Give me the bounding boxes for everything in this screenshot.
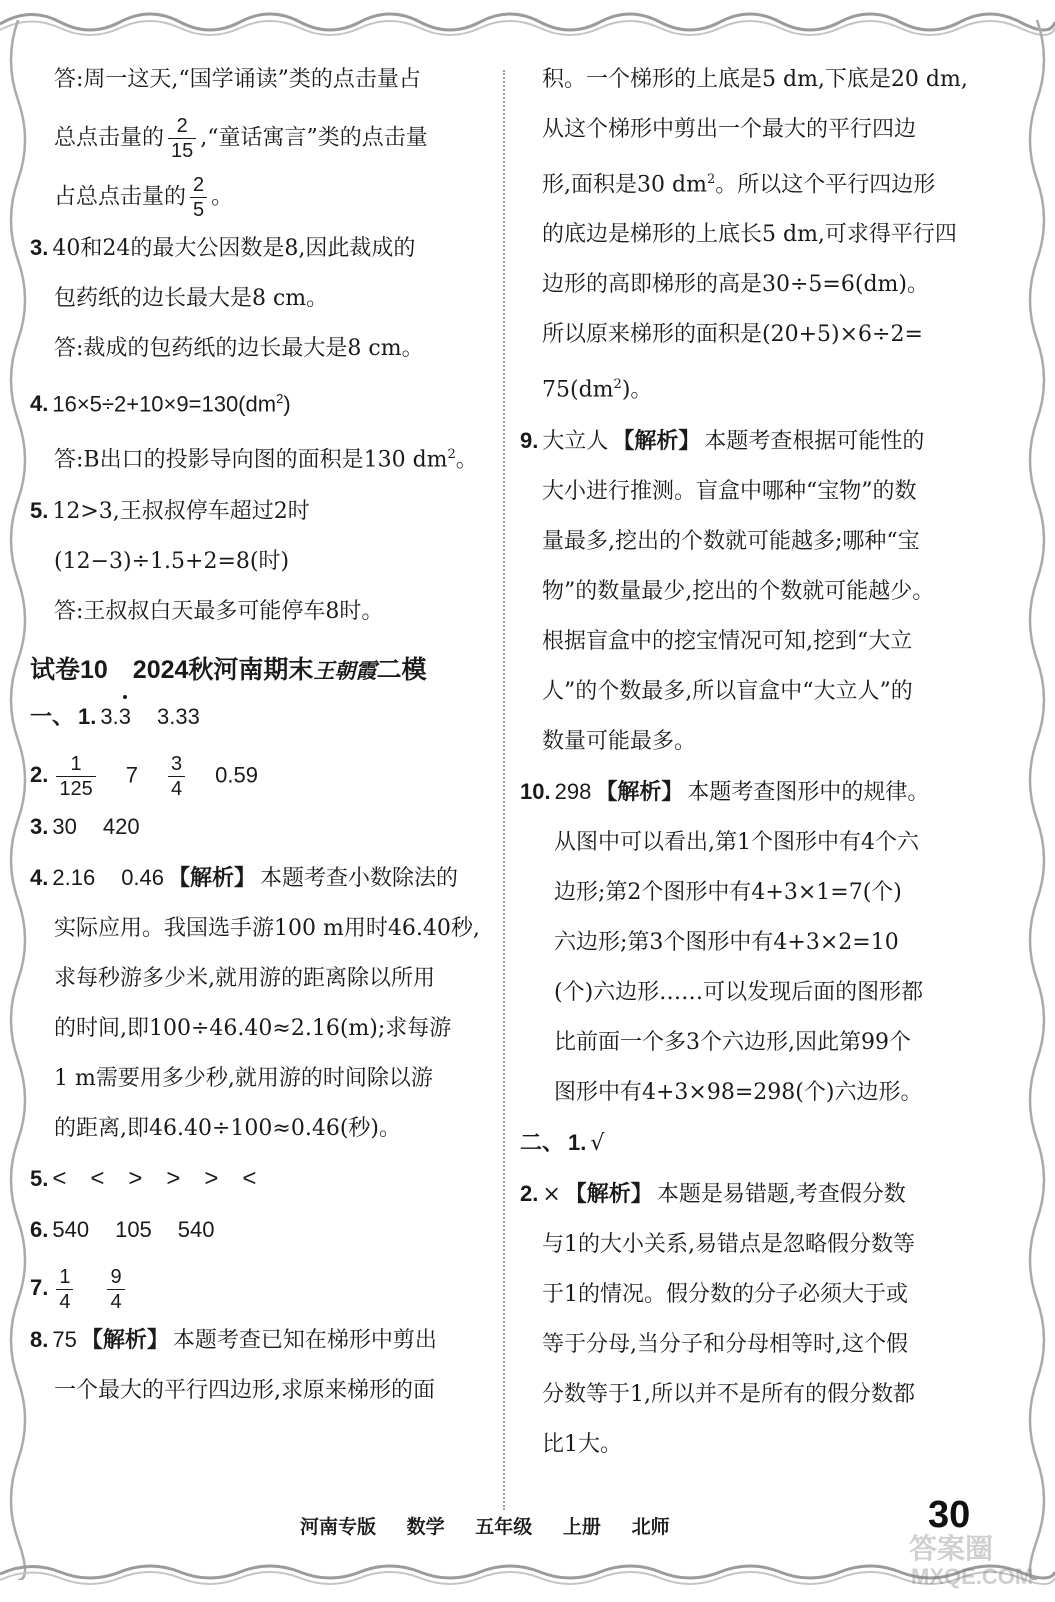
q3-text1: 40和24的最大公因数是8,因此裁成的	[52, 236, 416, 261]
part2-label: 二、	[520, 1129, 565, 1155]
p2-line3-pre: 占总点击量的	[54, 184, 187, 210]
q3-line2: 包药纸的边长最大是8 cm。	[54, 286, 329, 311]
item6-answer1: 540	[52, 1216, 90, 1242]
top-wavy-border	[0, 0, 1055, 46]
item8-cont-line3-text: 形,面积是30 dm	[542, 172, 707, 198]
part1-item5	[30, 1163, 485, 1196]
section-title-main: 试卷10 2024秋河南期末	[30, 655, 314, 684]
cross-mark: ×	[542, 1181, 561, 1207]
item10-line3: 边形;第2个图形中有4+3×1=7(个)	[554, 879, 902, 905]
item2-number: 2.	[30, 762, 49, 788]
part2-item2	[520, 1178, 990, 1211]
footer-edition: 河南专版	[300, 1516, 377, 1538]
item8-cont-line3-post: 。所以这个平行四边形	[715, 172, 936, 198]
q4-answer-text: 答:B出口的投影导向图的面积是130 dm	[54, 447, 448, 473]
repeating-decimal-digit: 3	[119, 701, 131, 733]
item9-line7: 数量可能最多。	[542, 728, 697, 754]
item10-line7: 图形中有4+3×98=298(个)六边形。	[554, 1079, 923, 1105]
item8-cont-line5: 边形的高即梯形的高是30÷5=6(dm)。	[542, 272, 929, 298]
part2-item2-line2: 与1的大小关系,易错点是忽略假分数等	[542, 1231, 915, 1257]
part1-item8	[30, 1324, 485, 1357]
item1-number: 1.	[78, 703, 97, 729]
item4-analysis-line3: 求每秒游多少米,就用游的距离除以所用	[54, 965, 435, 991]
item4-analysis-start: 本题考查小数除法的	[260, 865, 459, 891]
item4-analysis-line5: 1 m需要用多少秒,就用游的时间除以游	[54, 1065, 433, 1091]
q4-formula: 16×5÷2+10×9=130(dm	[52, 391, 277, 417]
q4-line1	[30, 383, 485, 421]
q4-formula-sup: 2	[276, 391, 284, 406]
q5-text1: 12>3,王叔叔停车超过2时	[52, 498, 310, 524]
frac-numerator: 3	[168, 752, 185, 777]
item2-answer4: 0.59	[215, 762, 258, 788]
item9-answer: 大立人	[542, 428, 609, 454]
bottom-wavy-border	[0, 1556, 1055, 1602]
item8-cont-line3-sup: 2	[706, 172, 716, 187]
item9-line2: 大小进行推测。盲盒中哪种“宝物”的数	[542, 478, 917, 504]
watermark-line1: 答案圈	[909, 1532, 994, 1565]
item8-cont-line4: 的底边是梯形的上底长5 dm,可求得平行四	[542, 222, 957, 248]
item5-answers: < < > > > <	[52, 1164, 257, 1192]
frac-numerator: 1	[56, 1265, 73, 1290]
fraction-9-4	[107, 1265, 124, 1314]
item3-number: 3.	[30, 813, 49, 839]
item10-line1	[520, 776, 990, 809]
item8-number: 8.	[30, 1326, 49, 1352]
q4-formula-post: )	[283, 391, 291, 417]
item4-analysis-line6: 的距离,即46.40÷100≈0.46(秒)。	[54, 1115, 401, 1141]
item10-line5: (个)六边形……可以发现后面的图形都	[554, 979, 924, 1005]
item9-line3: 量最多,挖出的个数就可能越多;哪种“宝	[542, 528, 920, 554]
p2-line2-post: ,“童话寓言”类的点击量	[200, 125, 428, 151]
q5-line2: (12−3)÷1.5+2=8(时)	[54, 548, 290, 574]
item8-analysis-start: 本题考查已知在梯形中剪出	[172, 1327, 437, 1353]
right-wavy-border	[1021, 20, 1055, 1580]
item8-analysis-line2: 一个最大的平行四边形,求原来梯形的面	[54, 1377, 435, 1403]
signature-wangzhaoxia: 王朝霞	[313, 657, 377, 683]
part2-item1	[520, 1127, 990, 1160]
fraction-1-125	[56, 752, 95, 801]
item4-analysis-line2: 实际应用。我国选手游100 m用时46.40秒,	[54, 915, 480, 941]
item8-answer: 75	[52, 1326, 77, 1352]
part2-item2-line3: 于1的情况。假分数的分子必须大于或	[542, 1281, 908, 1307]
part1-item2	[30, 752, 485, 801]
q4-answer	[30, 439, 485, 476]
q3-number: 3.	[30, 235, 49, 260]
frac-denominator: 125	[59, 777, 93, 800]
q5-line1	[30, 495, 485, 528]
part1-item3	[30, 811, 485, 844]
item9-line4: 物”的数量最少,挖出的个数就可能越少。	[542, 578, 935, 604]
item9-analysis-start: 本题考查根据可能性的	[704, 428, 925, 454]
item9-number: 9.	[520, 427, 539, 453]
q4-answer-sup: 2	[447, 447, 456, 463]
q5-number: 5.	[30, 497, 49, 523]
frac-denominator: 15	[171, 140, 194, 162]
item8-cont-line7-post: )。	[621, 377, 653, 403]
item10-line4: 六边形;第3个图形中有4+3×2=10	[554, 929, 899, 955]
left-wavy-border	[0, 20, 34, 1580]
part2-item1-number: 1.	[568, 1129, 587, 1155]
item6-answer3: 540	[177, 1216, 215, 1242]
fraction-2-5	[190, 173, 207, 222]
item2-answer2: 7	[125, 762, 138, 788]
footer-term: 上册	[562, 1516, 601, 1538]
item8-cont-line2: 从这个梯形中剪出一个最大的平行四边	[542, 117, 917, 142]
item8-cont-line7-sup: 2	[613, 377, 622, 393]
left-column	[30, 64, 485, 1425]
item4-answer1: 2.16	[52, 864, 96, 890]
p2-answer-line3	[30, 173, 485, 222]
item3-answer2: 420	[102, 813, 140, 839]
part2-item2-line5: 分数等于1,所以并不是所有的假分数都	[542, 1381, 915, 1407]
frac-numerator: 9	[107, 1265, 124, 1290]
analysis-tag: 【解析】	[612, 427, 701, 453]
item8-cont-line7-text: 75(dm	[542, 377, 614, 403]
fraction-2-15	[168, 114, 196, 163]
item8-cont-line7	[520, 369, 990, 406]
item8-cont-line6: 所以原来梯形的面积是(20+5)×6÷2=	[542, 322, 923, 348]
item7-number: 7.	[30, 1275, 49, 1301]
part1-item6	[30, 1214, 485, 1247]
page-footer	[300, 1512, 780, 1539]
item8-cont-line1: 积。一个梯形的上底是5 dm,下底是20 dm,	[542, 67, 968, 92]
item4-number: 4.	[30, 864, 49, 890]
frac-numerator: 1	[56, 752, 95, 777]
p2-answer-line1: 答:周一这天,“国学诵读”类的点击量占	[54, 67, 421, 92]
q3-answer: 答:裁成的包药纸的边长最大是8 cm。	[54, 336, 424, 361]
frac-denominator: 5	[193, 199, 205, 221]
item5-number: 5.	[30, 1165, 49, 1191]
item10-analysis-start: 本题考查图形中的规律。	[687, 779, 930, 805]
footer-publisher: 北师	[631, 1516, 670, 1538]
q4-number: 4.	[30, 391, 49, 417]
watermark-line2: MXQE.COM	[911, 1564, 1034, 1589]
section-title-suffix: 二模	[376, 655, 427, 684]
section-title	[30, 650, 485, 691]
right-column	[520, 64, 990, 1479]
item6-answer2: 105	[115, 1216, 152, 1242]
item4-answer2: 0.46	[121, 864, 165, 890]
part1-item4	[30, 862, 485, 895]
part1-label: 一、	[30, 703, 75, 729]
page-number: 30	[928, 1494, 971, 1536]
p2-line2-pre: 总点击量的	[54, 125, 165, 151]
q5-answer: 答:王叔叔白天最多可能停车8时。	[54, 598, 384, 624]
column-divider	[503, 70, 505, 1510]
item10-answer: 298	[554, 778, 592, 804]
item10-number: 10.	[520, 778, 551, 804]
item3-answer1: 30	[52, 813, 77, 839]
item6-number: 6.	[30, 1216, 49, 1242]
footer-grade: 五年级	[475, 1516, 533, 1538]
frac-denominator: 4	[59, 1290, 71, 1313]
frac-numerator: 2	[168, 114, 196, 139]
item9-line5: 根据盲盒中的挖宝情况可知,挖到“大立	[542, 628, 913, 654]
item1-answer1-pre: 3.	[100, 703, 119, 729]
fraction-3-4	[168, 752, 185, 801]
analysis-tag: 【解析】	[80, 1326, 169, 1352]
checkmark: √	[590, 1130, 605, 1156]
frac-denominator: 4	[110, 1290, 122, 1313]
analysis-tag: 【解析】	[564, 1180, 653, 1206]
item9-line6: 人”的个数最多,所以盲盒中“大立人”的	[542, 678, 913, 704]
item8-cont-line3	[520, 164, 990, 201]
item1-answer2: 3.33	[156, 703, 200, 729]
p2-line3-post: 。	[211, 184, 234, 210]
part2-item2-line6: 比1大。	[542, 1431, 622, 1457]
part2-item2-line4: 等于分母,当分子和分母相等时,这个假	[542, 1331, 908, 1357]
frac-denominator: 4	[170, 777, 183, 800]
watermark-logo	[905, 1528, 1045, 1594]
part1-item7	[30, 1265, 485, 1314]
item10-line2: 从图中可以看出,第1个图形中有4个六	[554, 829, 919, 855]
analysis-tag: 【解析】	[595, 778, 684, 804]
footer-subject: 数学	[406, 1516, 445, 1538]
part1-item1	[30, 701, 485, 734]
part2-item2-analysis-start: 本题是易错题,考查假分数	[656, 1181, 906, 1207]
part2-item2-number: 2.	[520, 1180, 539, 1206]
q3-line1	[30, 232, 485, 265]
item10-line6: 比前面一个多3个六边形,因此第99个	[554, 1029, 911, 1055]
p2-answer-line2	[30, 114, 485, 163]
frac-numerator: 2	[190, 173, 207, 198]
item4-analysis-line4: 的时间,即100÷46.40≈2.16(m);求每游	[54, 1015, 452, 1041]
analysis-tag: 【解析】	[168, 864, 257, 890]
item9-line1	[520, 425, 990, 458]
fraction-1-4	[56, 1265, 73, 1314]
q4-answer-post: 。	[455, 447, 478, 473]
